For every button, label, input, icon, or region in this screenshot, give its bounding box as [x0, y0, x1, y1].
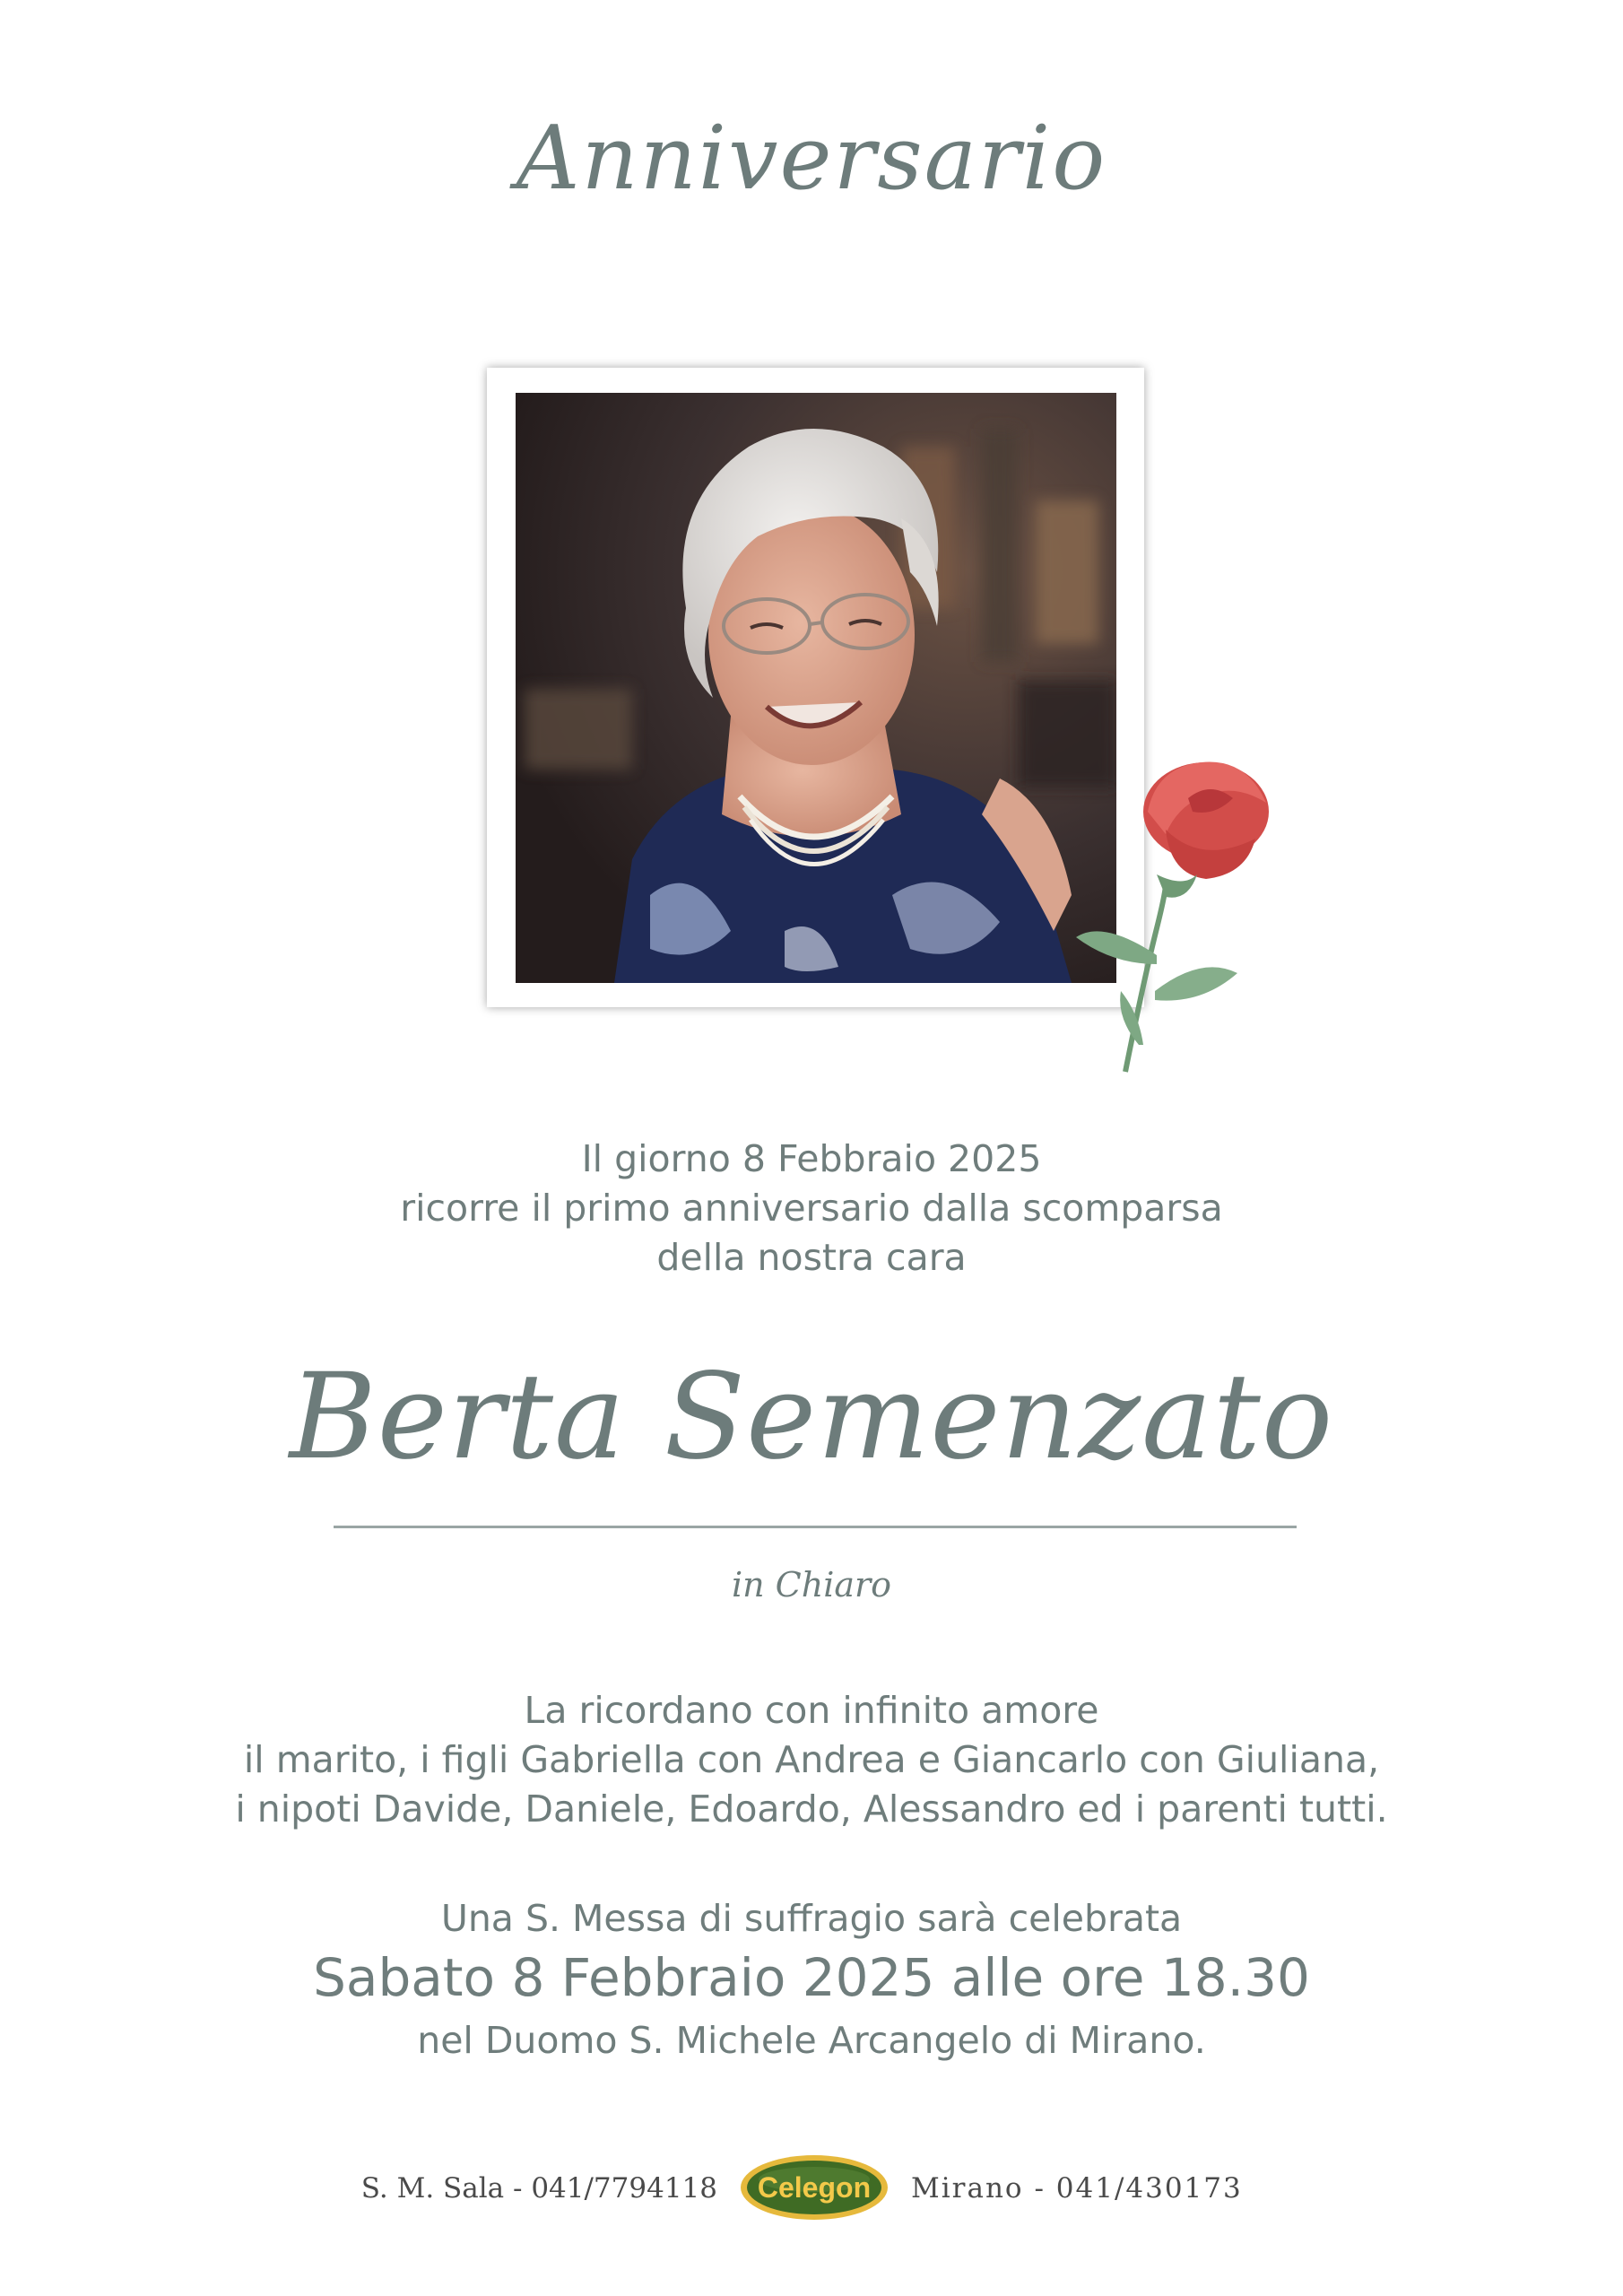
family-line: il marito, i figli Gabriella con Andrea e Giancarlo con Giuliana, — [243, 1738, 1380, 1781]
mass-intro-line: Una S. Messa di suffragio sarà celebrata — [440, 1897, 1183, 1940]
intro-line: della nostra cara — [656, 1236, 967, 1279]
logo-text: Celegon — [757, 2171, 872, 2204]
mass-place-line: nel Duomo S. Michele Arcangelo di Mirano. — [417, 2019, 1206, 2062]
footer-contact-right: Mirano - 041/430173 — [911, 2172, 1243, 2205]
footer-contact-left: S. M. Sala - 041/7794118 — [360, 2172, 717, 2205]
name-divider — [334, 1526, 1297, 1528]
deceased-name: Berta Semenzato — [289, 1348, 1334, 1486]
family-line: i nipoti Davide, Daniele, Edoardo, Alessandro ed i parenti tutti. — [235, 1787, 1388, 1831]
intro-line: ricorre il primo anniversario dalla scomparsa — [400, 1187, 1223, 1230]
mass-date-time: Sabato 8 Febbraio 2025 alle ore 18.30 — [313, 1947, 1310, 2008]
celegon-logo — [738, 2152, 890, 2222]
married-name: in Chiaro — [731, 1565, 892, 1605]
mass-place — [0, 2016, 1623, 2066]
family-text — [0, 1686, 1623, 1834]
intro-line: Il giorno 8 Febbraio 2025 — [581, 1137, 1042, 1180]
footer — [0, 2152, 1623, 2224]
intro-text — [0, 1135, 1623, 1283]
mass-intro — [0, 1894, 1623, 1944]
rose-icon — [1031, 749, 1291, 1108]
family-line: La ricordano con infinito amore — [524, 1689, 1099, 1732]
heading-anniversario: Anniversario — [516, 108, 1107, 210]
portrait-photo — [516, 393, 1116, 983]
